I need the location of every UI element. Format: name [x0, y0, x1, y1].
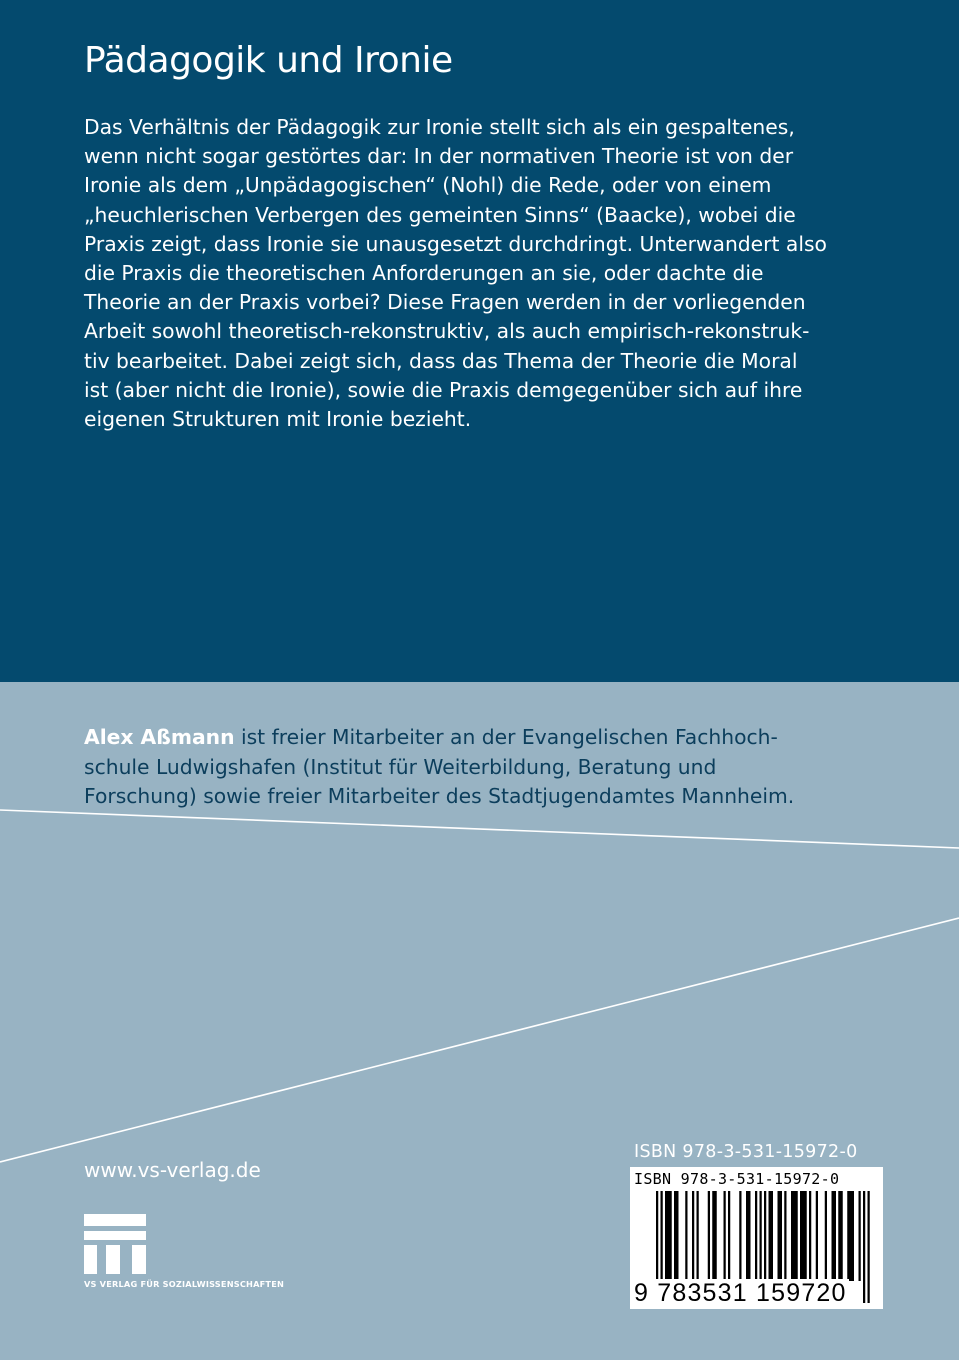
barcode-bar [728, 1191, 730, 1281]
publisher-name: VS VERLAG FÜR SOZIALWISSENSCHAFTEN [84, 1279, 285, 1289]
blurb-line: Ironie als dem „Unpädagogischen“ (Nohl) die Rede, oder von einem [84, 173, 772, 198]
barcode-bar [868, 1191, 870, 1303]
barcode-bar [832, 1191, 837, 1281]
barcode-isbn-text: ISBN 978-3-531-15972-0 [634, 1170, 840, 1188]
blurb-line: die Praxis die theoretischen Anforderungen an sie, oder dachte die [84, 261, 764, 286]
book-title: Pädagogik und Ironie [84, 40, 453, 81]
author-bio-line [84, 723, 884, 753]
barcode-bar [739, 1191, 741, 1281]
blurb-line: ist (aber nicht die Ironie), sowie die Praxis demgegenüber sich auf ihre [84, 377, 803, 402]
author-bio-text: ist freier Mitarbeiter an der Evangelischen Fachhoch- [234, 725, 778, 749]
barcode-bar [816, 1191, 818, 1281]
barcode-bar [784, 1191, 786, 1281]
author-bio-line: Forschung) sowie freier Mitarbeiter des Stadtjugendamtes Mannheim. [84, 784, 795, 809]
decorative-line-upper [0, 810, 959, 848]
barcode-bar [692, 1191, 694, 1281]
blurb-line: wenn nicht sogar gestörtes dar: In der normativen Theorie ist von der [84, 144, 794, 169]
blurb-line: „heuchlerischen Verbergen des gemeinten Sinns“ (Baacke), wobei die [84, 202, 796, 227]
blurb-line: eigenen Strukturen mit Ironie bezieht. [84, 407, 472, 432]
barcode-bar [712, 1191, 717, 1281]
isbn-label: ISBN 978-3-531-15972-0 [634, 1142, 858, 1162]
author-bio-line: schule Ludwigshafen (Institut für Weiterbildung, Beratung und [84, 754, 717, 779]
blurb-line: Theorie an der Praxis vorbei? Diese Fragen werden in der vorliegenden [84, 290, 806, 315]
author-bio [84, 723, 884, 812]
barcode-bar [685, 1191, 687, 1281]
blurb-line: tiv bearbeitet. Dabei zeigt sich, dass das Thema der Theorie die Moral [84, 348, 798, 373]
barcode-bar [863, 1191, 865, 1303]
barcode-bar [708, 1191, 710, 1281]
barcode-bar [674, 1191, 679, 1281]
barcode-bar [859, 1191, 861, 1281]
barcode-bar [825, 1191, 827, 1281]
barcode-bar [746, 1191, 751, 1281]
barcode-bar [809, 1191, 811, 1281]
barcode-bar [838, 1191, 843, 1281]
blurb-line: Praxis zeigt, dass Ironie sie unausgesetzt durchdringt. Unterwandert also [84, 231, 827, 256]
publisher-url[interactable]: www.vs-verlag.de [84, 1158, 261, 1182]
blurb-line: Arbeit sowohl theoretisch-rekonstruktiv, als auch empirisch-rekonstruk- [84, 319, 810, 344]
barcode-bar [769, 1191, 774, 1281]
decorative-line-lower [0, 918, 959, 1162]
barcode-bar [724, 1191, 726, 1281]
blurb-text [84, 113, 884, 434]
vs-verlag-logo-icon [84, 1214, 146, 1274]
barcode-bar [800, 1191, 807, 1281]
barcode-bar [755, 1191, 757, 1281]
barcode-bar [847, 1191, 854, 1281]
barcode-digits: 9 783531 159720 [634, 1279, 847, 1307]
author-name: Alex Aßmann [84, 725, 235, 749]
barcode-bar [697, 1191, 699, 1281]
barcode [630, 1167, 883, 1309]
barcode-bar [791, 1191, 798, 1281]
barcode-bar [665, 1191, 672, 1281]
barcode-bar [778, 1191, 783, 1281]
blurb-line: Das Verhältnis der Pädagogik zur Ironie stellt sich als ein gespaltenes, [84, 115, 795, 139]
